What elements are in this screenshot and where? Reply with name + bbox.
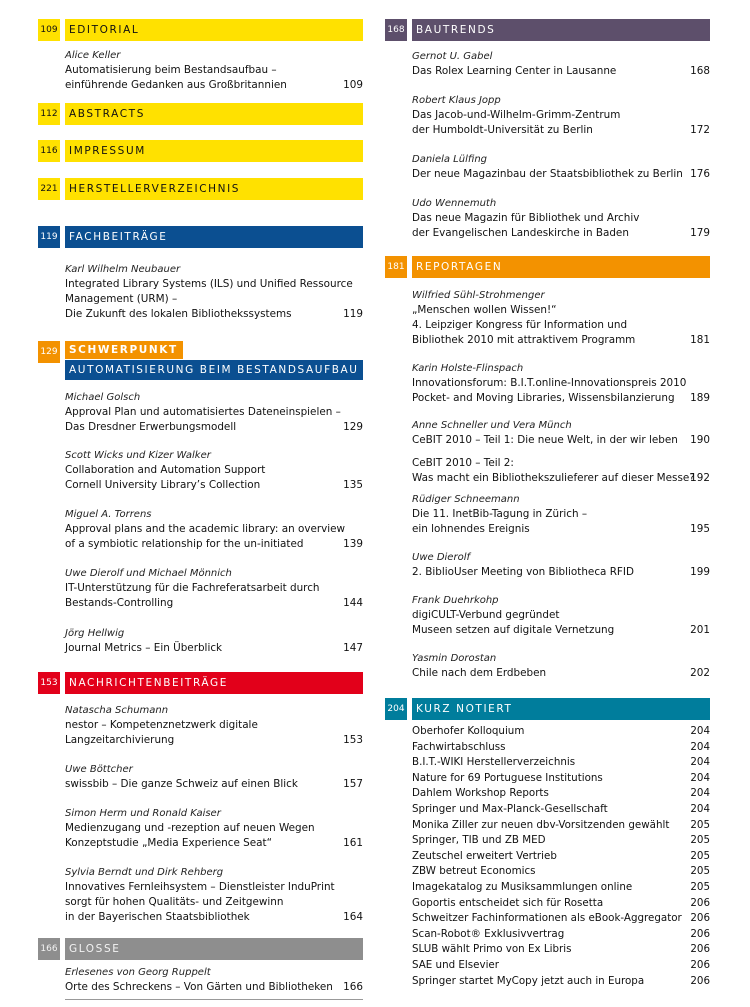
entry-title-line: of a symbiotic relationship for the un-initiated (65, 538, 304, 550)
entry-title-line: Management (URM) – (65, 293, 178, 305)
section-kurz-notiert (385, 698, 710, 720)
toc-entry[interactable] (65, 965, 363, 995)
entry-page: 129 (343, 421, 363, 433)
section-nachrichtenbeitraege (38, 672, 363, 694)
entry-page: 168 (690, 65, 710, 77)
entry-author: Miguel A. Torrens (65, 509, 152, 520)
section-page-number: 181 (385, 256, 407, 278)
entry-title-line: der Evangelischen Landeskirche in Baden (412, 227, 629, 239)
entry-title-line: Der neue Magazinbau der Staatsbibliothek zu Berlin (412, 168, 683, 180)
entry-author: Karin Holste-Flinspach (412, 363, 524, 374)
entry-page: 172 (690, 124, 710, 136)
kurz-notiert-item[interactable] (412, 849, 710, 865)
toc-entry[interactable] (65, 703, 363, 748)
kurz-notiert-title: SAE und Elsevier (412, 958, 500, 971)
entry-page: 157 (343, 778, 363, 790)
entry-author: Gernot U. Gabel (412, 51, 493, 62)
kurz-notiert-page: 206 (690, 974, 710, 987)
kurz-notiert-page: 204 (690, 802, 710, 815)
entry-page: 161 (343, 837, 363, 849)
kurz-notiert-item[interactable] (412, 942, 710, 958)
schwerpunkt-subtitle-text: AUTOMATISIERUNG BEIM BESTANDSAUFBAU (65, 360, 363, 380)
entry-title-line: Konzeptstudie „Media Experience Seat“ (65, 837, 272, 849)
toc-entry[interactable] (65, 507, 363, 552)
kurz-notiert-item[interactable] (412, 724, 710, 740)
entry-page: 190 (690, 434, 710, 446)
kurz-notiert-page: 206 (690, 958, 710, 971)
toc-entry[interactable] (412, 456, 710, 486)
kurz-notiert-title: Springer und Max-Planck-Gesellschaft (412, 802, 608, 815)
entry-author: Natascha Schumann (65, 705, 169, 716)
kurz-notiert-item[interactable] (412, 974, 710, 990)
section-herstellerverzeichnis (38, 178, 363, 200)
entry-author: Wilfried Sühl-Strohmenger (412, 290, 545, 301)
entry-title-line: Collaboration and Automation Support (65, 464, 266, 476)
section-page-number: 119 (38, 226, 60, 248)
kurz-notiert-item[interactable] (412, 818, 710, 834)
entry-title-line: Medienzugang und -rezeption auf neuen Wegen (65, 822, 315, 834)
entry-page: 135 (343, 479, 363, 491)
entry-author: Robert Klaus Jopp (412, 95, 501, 106)
entry-author: Uwe Dierolf und Michael Mönnich (65, 568, 232, 579)
entry-author: Uwe Dierolf (412, 552, 470, 563)
entry-author: Daniela Lülfing (412, 154, 488, 165)
entry-page: 202 (690, 667, 710, 679)
entry-title-line: Was macht ein Bibliothekszulieferer auf dieser Messe? (412, 472, 695, 484)
entry-author: Uwe Böttcher (65, 764, 133, 775)
toc-entry[interactable] (65, 566, 363, 611)
entry-title-line: Automatisierung beim Bestandsaufbau – (65, 64, 277, 76)
section-title: FACHBEITRÄGE (65, 226, 363, 248)
section-page-number: 112 (38, 103, 60, 125)
kurz-notiert-page: 206 (690, 912, 710, 925)
entry-title-line: Bibliothek 2010 mit attraktivem Programm (412, 334, 636, 346)
kurz-notiert-item[interactable] (412, 896, 710, 912)
kurz-notiert-page: 205 (690, 880, 710, 893)
toc-entry[interactable] (412, 593, 710, 638)
kurz-notiert-item[interactable] (412, 740, 710, 756)
kurz-notiert-title: Springer startet MyCopy jetzt auch in Europa (412, 974, 645, 987)
entry-page: 181 (690, 334, 710, 346)
entry-title-line: Pocket- and Moving Libraries, Wissensbilanzierung (412, 392, 675, 404)
toc-entry[interactable] (65, 48, 363, 93)
section-page-number: 153 (38, 672, 60, 694)
section-page-number: 109 (38, 19, 60, 41)
kurz-notiert-item[interactable] (412, 802, 710, 818)
entry-author: Jörg Hellwig (65, 628, 125, 639)
entry-page: 199 (690, 566, 710, 578)
entry-author: Scott Wicks und Kizer Walker (65, 450, 211, 461)
toc-entry[interactable] (412, 196, 710, 241)
entry-title-line: Die Zukunft des lokalen Bibliothekssystems (65, 308, 292, 320)
kurz-notiert-item[interactable] (412, 755, 710, 771)
kurz-notiert-title: Fachwirtabschluss (412, 740, 506, 753)
kurz-notiert-page: 205 (690, 865, 710, 878)
kurz-notiert-page: 205 (690, 834, 710, 847)
toc-entry[interactable] (65, 390, 363, 435)
entry-page: 192 (690, 472, 710, 484)
entry-page: 176 (690, 168, 710, 180)
kurz-notiert-page: 204 (690, 771, 710, 784)
entry-title-line: Die 11. InetBib-Tagung in Zürich – (412, 508, 588, 520)
kurz-notiert-title: Goportis entscheidet sich für Rosetta (412, 896, 604, 909)
toc-entry[interactable] (412, 288, 710, 348)
section-glosse (38, 938, 363, 960)
kurz-notiert-item[interactable] (412, 833, 710, 849)
kurz-notiert-page: 205 (690, 849, 710, 862)
toc-entry[interactable] (65, 865, 363, 925)
entry-title-line: Museen setzen auf digitale Vernetzung (412, 624, 615, 636)
entry-page: 119 (343, 308, 363, 320)
toc-entry[interactable] (412, 550, 710, 580)
entry-title-line: digiCULT-Verbund gegründet (412, 609, 560, 621)
divider (65, 999, 363, 1000)
entry-title-line: Das neue Magazin für Bibliothek und Archiv (412, 212, 640, 224)
kurz-notiert-title: Scan-Robot® Exklusivvertrag (412, 927, 565, 940)
section-editorial (38, 19, 363, 41)
toc-entry[interactable] (65, 762, 363, 792)
kurz-notiert-item[interactable] (412, 880, 710, 896)
section-impressum (38, 140, 363, 162)
kurz-notiert-title: Nature for 69 Portuguese Institutions (412, 771, 603, 784)
kurz-notiert-title: B.I.T.-WIKI Herstellerverzeichnis (412, 756, 576, 769)
entry-title-line: ein lohnendes Ereignis (412, 523, 530, 535)
kurz-notiert-title: SLUB wählt Primo von Ex Libris (412, 943, 572, 956)
kurz-notiert-item[interactable] (412, 771, 710, 787)
section-title: HERSTELLERVERZEICHNIS (65, 178, 363, 200)
entry-page: 166 (343, 981, 363, 993)
entry-author: Udo Wennemuth (412, 198, 497, 209)
kurz-notiert-page: 205 (690, 818, 710, 831)
entry-title-line: „Menschen wollen Wissen!“ (412, 304, 557, 316)
entry-title-line: Orte des Schreckens – Von Gärten und Bibliotheken (65, 981, 333, 993)
entry-title-line: IT-Unterstützung für die Fachreferatsarbeit durch (65, 582, 320, 594)
entry-author: Rüdiger Schneemann (412, 494, 520, 505)
kurz-notiert-page: 204 (690, 725, 710, 737)
section-title: SCHWERPUNKT (65, 341, 183, 359)
section-title: GLOSSE (65, 938, 363, 960)
toc-entry[interactable] (65, 448, 363, 493)
kurz-notiert-page: 206 (690, 896, 710, 909)
section-title: IMPRESSUM (65, 140, 363, 162)
kurz-notiert-page: 206 (690, 943, 710, 956)
section-fachbeitraege (38, 226, 363, 248)
kurz-notiert-title: Zeutschel erweitert Vertrieb (412, 849, 557, 862)
entry-title-line: Journal Metrics – Ein Überblick (65, 642, 223, 654)
schwerpunkt-subtitle (38, 360, 363, 380)
entry-page: 144 (343, 597, 363, 609)
entry-page: 164 (343, 911, 363, 923)
entry-title-line: Approval plans and the academic library: an overview (65, 523, 346, 535)
entry-page: 201 (690, 624, 710, 636)
entry-author: Karl Wilhelm Neubauer (65, 264, 181, 275)
section-page-number: 204 (385, 698, 407, 720)
section-title: KURZ NOTIERT (412, 698, 710, 720)
section-abstracts (38, 103, 363, 125)
kurz-notiert-title: Springer, TIB und ZB MED (412, 834, 546, 847)
entry-page: 147 (343, 642, 363, 654)
entry-title-line: CeBIT 2010 – Teil 2: (412, 457, 514, 469)
entry-author: Simon Herm und Ronald Kaiser (65, 808, 221, 819)
entry-title-line: swissbib – Die ganze Schweiz auf einen Blick (65, 778, 298, 790)
section-bautrends (385, 19, 710, 41)
entry-page: 109 (343, 79, 363, 91)
entry-title-line: Cornell University Library’s Collection (65, 479, 261, 491)
section-reportagen (385, 256, 710, 278)
kurz-notiert-title: Oberhofer Kolloquium (412, 725, 525, 737)
toc-entry[interactable] (412, 361, 710, 406)
entry-page: 195 (690, 523, 710, 535)
toc-entry[interactable] (412, 152, 710, 182)
entry-author: Anne Schneller und Vera Münch (412, 420, 572, 431)
entry-page: 139 (343, 538, 363, 550)
section-page-number: 221 (38, 178, 60, 200)
kurz-notiert-item[interactable] (412, 864, 710, 880)
entry-page: 153 (343, 734, 363, 746)
toc-entry[interactable] (65, 262, 363, 322)
toc-entry[interactable] (412, 418, 710, 448)
kurz-notiert-title: Schweitzer Fachinformationen als eBook-Aggregator (412, 912, 682, 925)
kurz-notiert-item[interactable] (412, 927, 710, 943)
section-title: ABSTRACTS (65, 103, 363, 125)
entry-author: Erlesenes von Georg Ruppelt (65, 967, 211, 978)
entry-author: Alice Keller (65, 50, 121, 61)
section-title: BAUTRENDS (412, 19, 710, 41)
toc-entry[interactable] (65, 806, 363, 851)
entry-page: 179 (690, 227, 710, 239)
kurz-notiert-list (412, 724, 710, 989)
entry-title-line: Chile nach dem Erdbeben (412, 667, 547, 679)
entry-author: Frank Duehrkohp (412, 595, 499, 606)
entry-title-line: einführende Gedanken aus Großbritannien (65, 79, 287, 91)
kurz-notiert-page: 206 (690, 927, 710, 940)
entry-title-line: Das Dresdner Erwerbungsmodell (65, 421, 237, 433)
kurz-notiert-title: Monika Ziller zur neuen dbv-Vorsitzenden gewählt (412, 818, 670, 831)
entry-title-line: Das Jacob-und-Wilhelm-Grimm-Zentrum (412, 109, 621, 121)
toc-entry[interactable] (412, 651, 710, 681)
section-page-number: 129 (38, 341, 60, 363)
section-page-number: 168 (385, 19, 407, 41)
toc-entry[interactable] (65, 626, 363, 656)
entry-title-line: Das Rolex Learning Center in Lausanne (412, 65, 617, 77)
entry-title-line: der Humboldt-Universität zu Berlin (412, 124, 593, 136)
entry-author: Sylvia Berndt und Dirk Rehberg (65, 867, 224, 878)
entry-author: Yasmin Dorostan (412, 653, 497, 664)
toc-entry[interactable] (412, 93, 710, 138)
section-page-number: 166 (38, 938, 60, 960)
section-page-number: 116 (38, 140, 60, 162)
entry-title-line: Innovationsforum: B.I.T.online-Innovationspreis 2010 (412, 377, 687, 389)
entry-title-line: CeBIT 2010 – Teil 1: Die neue Welt, in der wir leben (412, 434, 678, 446)
toc-entry[interactable] (412, 49, 710, 79)
entry-title-line: nestor – Kompetenznetzwerk digitale (65, 719, 258, 731)
kurz-notiert-page: 204 (690, 787, 710, 800)
toc-entry[interactable] (412, 492, 710, 537)
entry-title-line: 4. Leipziger Kongress für Information und (412, 319, 628, 331)
section-title: EDITORIAL (65, 19, 363, 41)
entry-title-line: 2. BiblioUser Meeting von Bibliotheca RFID (412, 566, 634, 578)
kurz-notiert-page: 204 (690, 756, 710, 769)
entry-title-line: in der Bayerischen Staatsbibliothek (65, 911, 250, 923)
kurz-notiert-page: 204 (690, 740, 710, 753)
kurz-notiert-title: Imagekatalog zu Musiksammlungen online (412, 880, 633, 893)
entry-title-line: Innovatives Fernleihsystem – Dienstleister InduPrint (65, 881, 335, 893)
kurz-notiert-title: Dahlem Workshop Reports (412, 787, 549, 800)
kurz-notiert-item[interactable] (412, 911, 710, 927)
entry-title-line: Langzeitarchivierung (65, 734, 175, 746)
kurz-notiert-item[interactable] (412, 958, 710, 974)
entry-title-line: Approval Plan und automatisiertes Dateneinspielen – (65, 406, 341, 418)
entry-author: Michael Golsch (65, 392, 141, 403)
kurz-notiert-item[interactable] (412, 786, 710, 802)
entry-title-line: Bestands-Controlling (65, 597, 174, 609)
entry-title-line: Integrated Library Systems (ILS) und Unified Ressource (65, 278, 353, 290)
entry-title-line: sorgt für hohen Qualitäts- und Zeitgewinn (65, 896, 284, 908)
section-title: REPORTAGEN (412, 256, 710, 278)
entry-page: 189 (690, 392, 710, 404)
section-title: NACHRICHTENBEITRÄGE (65, 672, 363, 694)
kurz-notiert-title: ZBW betreut Economics (412, 865, 536, 878)
